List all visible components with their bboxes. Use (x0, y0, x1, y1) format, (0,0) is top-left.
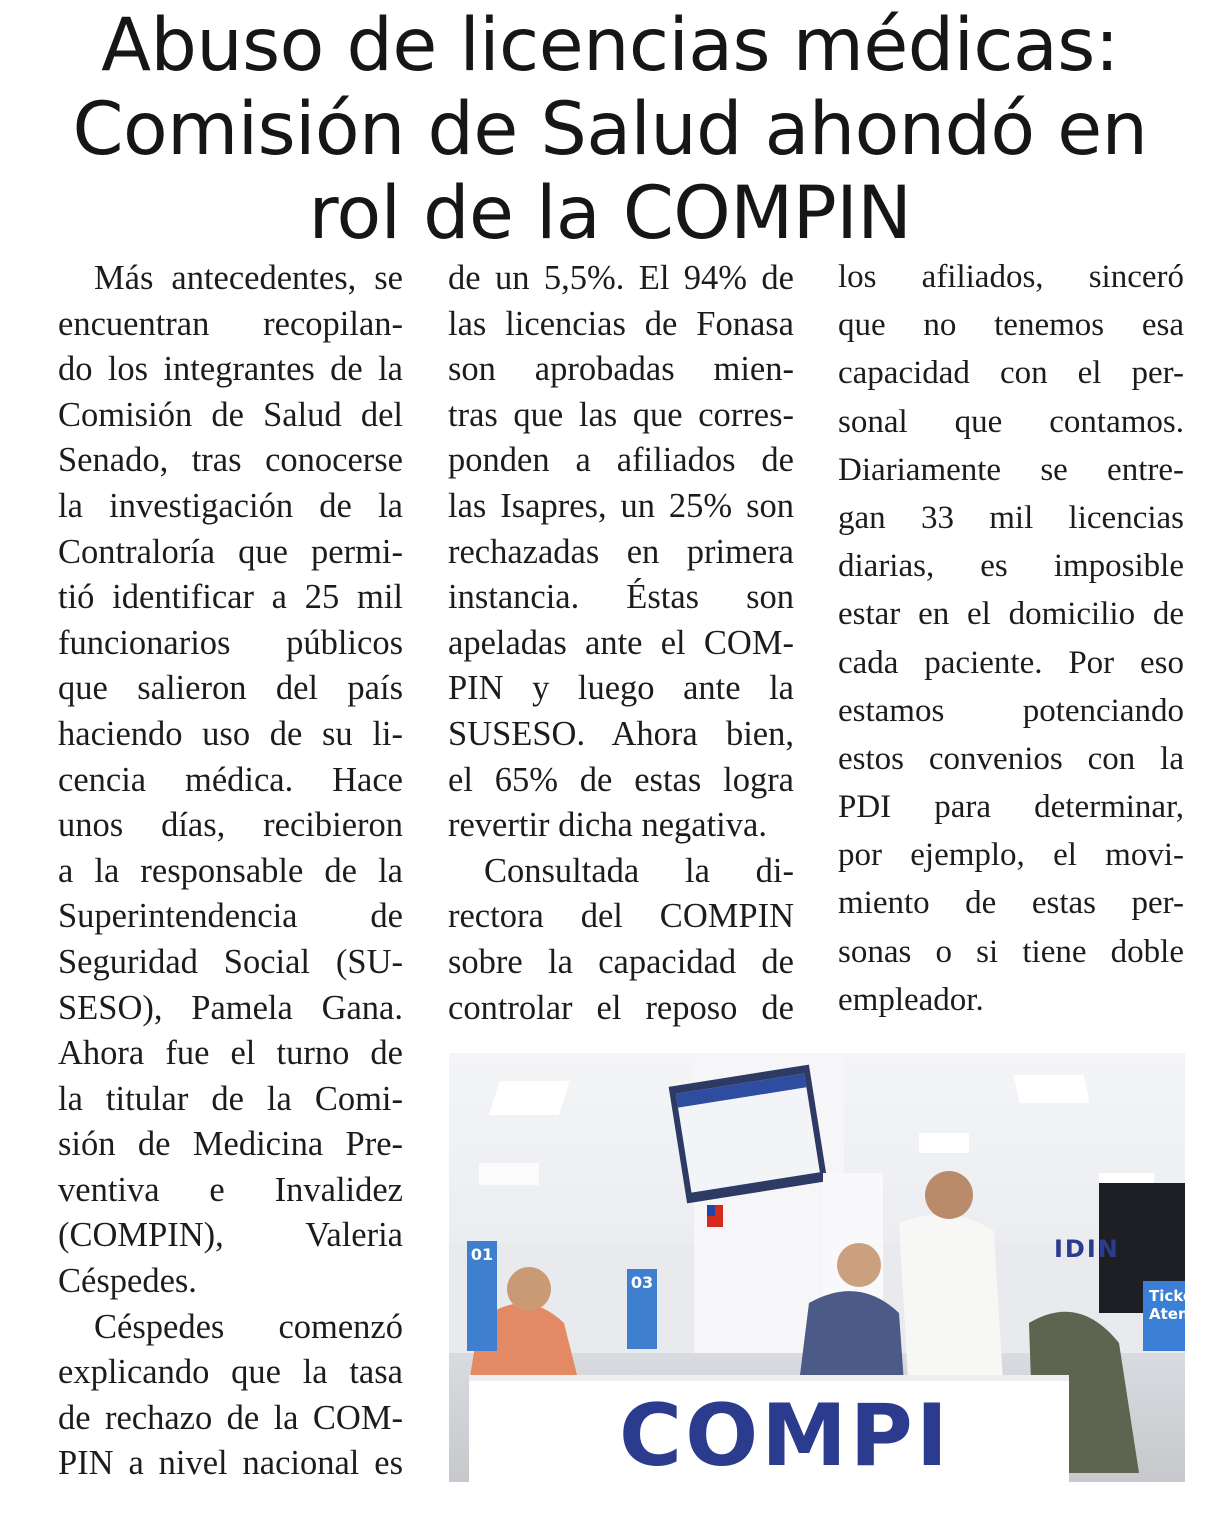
text-line: de rechazo de la COM- (58, 1398, 403, 1437)
article-photo (449, 1053, 1194, 1486)
chile-flag-mark (707, 1205, 715, 1216)
staff-head (837, 1243, 881, 1287)
text-line: Ahora fue el turno de (58, 1034, 403, 1073)
text-line: haciendo uso de su li- (58, 714, 403, 753)
article-column-1 (58, 256, 403, 1487)
text-line: revertir dicha negativa. (448, 806, 767, 845)
headline (20, 4, 1200, 256)
text-line: la investigación de la (58, 486, 403, 525)
text-line: gan 33 mil licencias (838, 499, 1184, 536)
text-line: diarias, es imposible (838, 548, 1184, 585)
text-line: encuentran recopilan- (58, 304, 403, 343)
ceiling-light (919, 1133, 969, 1153)
wall-sign: IDIN (1054, 1235, 1120, 1263)
text-line: los afiliados, sinceró (838, 259, 1184, 295)
ticket-sign (1143, 1281, 1194, 1351)
text-line: tió identificar a 25 mil (58, 578, 403, 617)
text-line: la titular de la Comi- (58, 1079, 403, 1118)
text-line: por ejemplo, el movi- (838, 837, 1184, 874)
text-line: sobre la capacidad de (448, 942, 794, 981)
ceiling-light (479, 1163, 539, 1185)
text-line: Diariamente se entre- (838, 451, 1184, 488)
text-line: explicando que la tasa (58, 1353, 403, 1392)
woman-left-head (507, 1267, 551, 1311)
text-line: capacidad con el per- (838, 355, 1184, 392)
text-line: Seguridad Social (SU- (58, 942, 403, 981)
text-line: PIN a nivel nacional es (58, 1444, 403, 1483)
text-line: PDI para determinar, (838, 789, 1184, 826)
text-line: tras que las que corres- (448, 395, 794, 434)
text-line: de un 5,5%. El 94% de (448, 259, 794, 297)
counter-number-sign: 03 (627, 1269, 657, 1349)
text-line: estar en el domicilio de (838, 596, 1184, 633)
article-column-2 (448, 256, 794, 1031)
ceiling-light (1014, 1075, 1090, 1103)
text-line: controlar el reposo de (448, 988, 794, 1027)
text-line: Céspedes comenzó (94, 1307, 403, 1346)
text-line: Consultada la di- (484, 851, 794, 890)
text-line: Céspedes. (58, 1262, 197, 1301)
counter-wordmark: COMPI (619, 1386, 951, 1486)
man-head (925, 1171, 973, 1219)
text-line: rechazadas en primera (448, 532, 794, 571)
text-line: SESO), Pamela Gana. (58, 988, 403, 1027)
text-line: funcionarios públicos (58, 623, 403, 662)
text-line: son aprobadas mien- (448, 350, 794, 389)
text-line: ponden a afiliados de (448, 441, 794, 480)
text-line: Contraloría que permi- (58, 532, 403, 571)
ticket-sign-line: Ticke (1149, 1287, 1194, 1305)
text-line: unos días, recibieron (58, 806, 403, 845)
text-line: a la responsable de la (58, 851, 403, 890)
text-line: cencia médica. Hace (58, 760, 403, 799)
text-line: SUSESO. Ahora bien, (448, 714, 794, 753)
text-line: sonas o si tiene doble (838, 933, 1184, 970)
ticket-sign-line: Aten (1149, 1305, 1189, 1323)
text-line: Superintendencia de (58, 897, 403, 936)
headline-line-2: Comisión de Salud ahondó en (72, 87, 1148, 172)
text-line: sión de Medicina Pre- (58, 1125, 403, 1164)
text-line: (COMPIN), Valeria (58, 1216, 403, 1255)
text-line: el 65% de estas logra (448, 760, 794, 799)
staff-member (799, 1291, 904, 1383)
text-line: estamos potenciando (838, 692, 1184, 729)
text-line: apeladas ante el COM- (448, 623, 794, 662)
text-line: do los integrantes de la (58, 350, 403, 389)
text-line: cada paciente. Por eso (838, 644, 1184, 681)
text-line: miento de estas per- (838, 885, 1184, 922)
text-line: empleador. (838, 981, 984, 1018)
article-column-3 (838, 253, 1184, 1024)
text-line: Más antecedentes, se (94, 259, 403, 297)
text-line: instancia. Éstas son (448, 578, 794, 617)
text-line: ventiva e Invalidez (58, 1170, 403, 1209)
ceiling-light (489, 1081, 570, 1115)
text-line: rectora del COMPIN (448, 897, 794, 936)
text-line: PIN y luego ante la (448, 669, 794, 708)
headline-line-1: Abuso de licencias médicas: (101, 3, 1119, 88)
text-line: estos convenios con la (838, 740, 1184, 777)
counter-top (469, 1375, 1069, 1381)
text-line: que no tenemos esa (838, 307, 1184, 344)
text-line: las licencias de Fonasa (448, 304, 794, 343)
text-line: sonal que contamos. (838, 403, 1184, 440)
text-line: que salieron del país (58, 669, 403, 708)
counter-number-sign: 01 (467, 1241, 497, 1351)
text-line: las Isapres, un 25% son (448, 486, 794, 525)
text-line: Senado, tras conocerse (58, 441, 403, 480)
headline-line-3: rol de la COMPIN (308, 171, 912, 256)
text-line: Comisión de Salud del (58, 395, 403, 434)
